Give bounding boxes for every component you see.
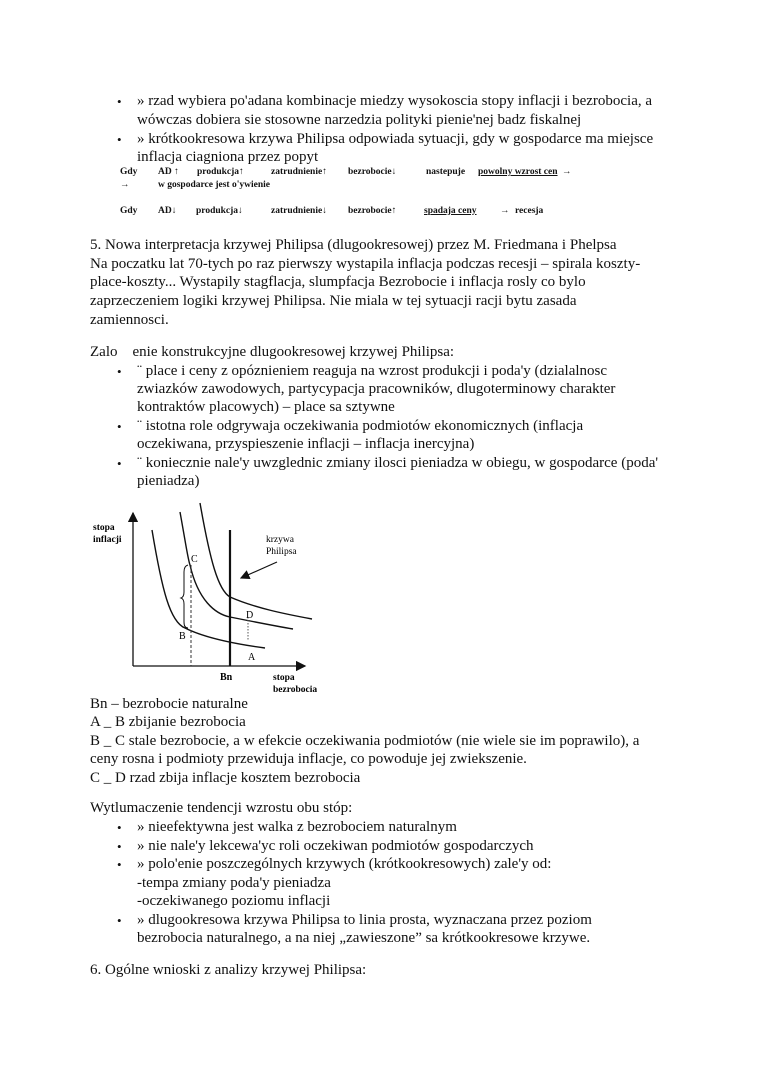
arrow-icon: →	[562, 167, 572, 177]
text-line: » polo'enie poszczególnych krzywych (krótkookresowych) zale'y od:	[137, 856, 552, 872]
y-axis-label: stopa	[93, 523, 115, 533]
text-line: ceny rosna i podmioty przewiduja inflacje, co powoduje jej zwiekszenie.	[90, 751, 527, 767]
row2-rec: recesja	[515, 206, 544, 216]
bullet-icon: •	[117, 857, 122, 872]
row2-zatr: zatrudnienie↓	[271, 206, 327, 216]
bullet-icon: •	[117, 820, 122, 835]
text-line: Bn – bezrobocie naturalne	[90, 696, 248, 712]
row2-gdy: Gdy	[120, 206, 138, 216]
text-line: oczekiwana, przyspieszenie inflacji – inflacja inercyjna)	[137, 436, 475, 452]
row1-zatr: zatrudnienie↑	[271, 167, 327, 177]
brace	[181, 565, 188, 628]
row2-prod: produkcja↓	[196, 206, 243, 216]
bullet-icon: •	[117, 94, 122, 109]
row1-nast: nastepuje	[426, 167, 466, 177]
arrow-icon: →	[120, 180, 130, 190]
text-line: » nieefektywna jest walka z bezrobociem naturalnym	[137, 819, 457, 835]
text-line: wówczas dobiera sie stosowne narzedzia polityki pienie'nej badz fiskalnej	[137, 112, 582, 128]
text-line: kontraktów placowych) – place sa sztywne	[137, 399, 395, 415]
point-a: A	[248, 652, 256, 663]
row1-ad: AD ↑	[158, 167, 179, 177]
point-c: C	[191, 554, 198, 565]
text-line: ¨ istotna role odgrywaja oczekiwania podmiotów ekonomicznych (inflacja	[137, 418, 584, 434]
text-line: zwiazków zawodowych, partycypacja pracowników, dlugoterminowy charakter	[137, 381, 616, 397]
row2-ad: AD↓	[158, 206, 177, 216]
text-line: zaprzeczeniem logiki krzywej Philipsa. Nie miala w tej sytuacji racji bytu zasada	[90, 293, 577, 309]
bn-label: Bn	[220, 672, 233, 683]
section-5-heading: 5. Nowa interpretacja krzywej Philipsa (dlugookresowej) przez M. Friedmana i Phelpsa	[90, 237, 617, 253]
bullet-icon: •	[117, 419, 122, 434]
bullet-icon: •	[117, 839, 122, 854]
bullet-icon: •	[117, 132, 122, 147]
text-line: pieniadza)	[137, 473, 200, 489]
row1-ceny: powolny wzrost cen	[478, 167, 558, 177]
x-axis-label: stopa	[273, 673, 295, 683]
text-line: A _ B zbijanie bezrobocia	[90, 714, 246, 730]
row2-bezr: bezrobocie↑	[348, 206, 397, 216]
bullet-icon: •	[117, 364, 122, 379]
curve-label: Philipsa	[266, 547, 297, 557]
section-6-heading: 6. Ogólne wnioski z analizy krzywej Philipsa:	[90, 962, 367, 978]
text-line: ¨ place i ceny z opóznieniem reaguja na wzrost produkcji i poda'y (dzialalnosc	[137, 363, 608, 379]
text-line: » rzad wybiera po'adana kombinacje miedzy wysokoscia stopy inflacji i bezrobocia, a	[137, 93, 653, 109]
row1-bezr: bezrobocie↓	[348, 167, 397, 177]
text-line: ¨ koniecznie nale'y uwzglednic zmiany ilosci pieniadza w obiegu, w gospodarce (poda'	[137, 455, 659, 471]
arrow-icon: →	[500, 206, 510, 216]
curve-label: krzywa	[266, 535, 294, 545]
point-b: B	[179, 631, 186, 642]
text-line: » dlugookresowa krzywa Philipsa to linia prosta, wyznaczana przez poziom	[137, 912, 592, 928]
text-line: C _ D rzad zbija inflacje kosztem bezrobocia	[90, 770, 361, 786]
text-line: B _ C stale bezrobocie, a w efekcie oczekiwania podmiotów (nie wiele sie im poprawilo), a	[90, 733, 640, 749]
text-line: place-koszty... Wystapily stagflacja, slumpfacja Bezrobocie i inflacja rosly co bylo	[90, 274, 586, 290]
arrow-icon	[241, 562, 277, 578]
row1-gdy: Gdy	[120, 167, 138, 177]
explain-title: Wytlumaczenie tendencji wzrostu obu stóp:	[90, 800, 353, 816]
x-axis-label: bezrobocia	[273, 685, 318, 695]
assumptions-title: Zalo enie konstrukcyjne dlugookresowej krzywej Philipsa:	[90, 344, 455, 360]
text-line: » nie nale'y lekcewa'yc roli oczekiwan podmiotów gospodarczych	[137, 838, 534, 854]
y-axis-label: inflacji	[93, 535, 122, 545]
text-line: bezrobocia naturalnego, a na niej „zawieszone” sa krótkookresowe krzywe.	[137, 930, 591, 946]
bullet-icon: •	[117, 456, 122, 471]
text-line: inflacja ciagniona przez popyt	[137, 149, 319, 165]
text-line: zamiennosci.	[90, 312, 169, 328]
short-run-curve-3	[200, 503, 312, 619]
text-line: » krótkookresowa krzywa Philipsa odpowiada sytuacji, gdy w gospodarce ma miejsce	[137, 131, 654, 147]
text-line: -tempa zmiany poda'y pieniadza	[137, 875, 331, 891]
text-line: Na poczatku lat 70-tych po raz pierwszy wystapila inflacja podczas recesji – spirala koszty-	[90, 256, 641, 272]
row2-ceny: spadaja ceny	[424, 206, 477, 216]
row1-cont: w gospodarce jest o'ywienie	[158, 180, 270, 190]
bullet-icon: •	[117, 913, 122, 928]
text-line: -oczekiwanego poziomu inflacji	[137, 893, 331, 909]
point-d: D	[246, 610, 254, 621]
row1-prod: produkcja↑	[197, 167, 244, 177]
